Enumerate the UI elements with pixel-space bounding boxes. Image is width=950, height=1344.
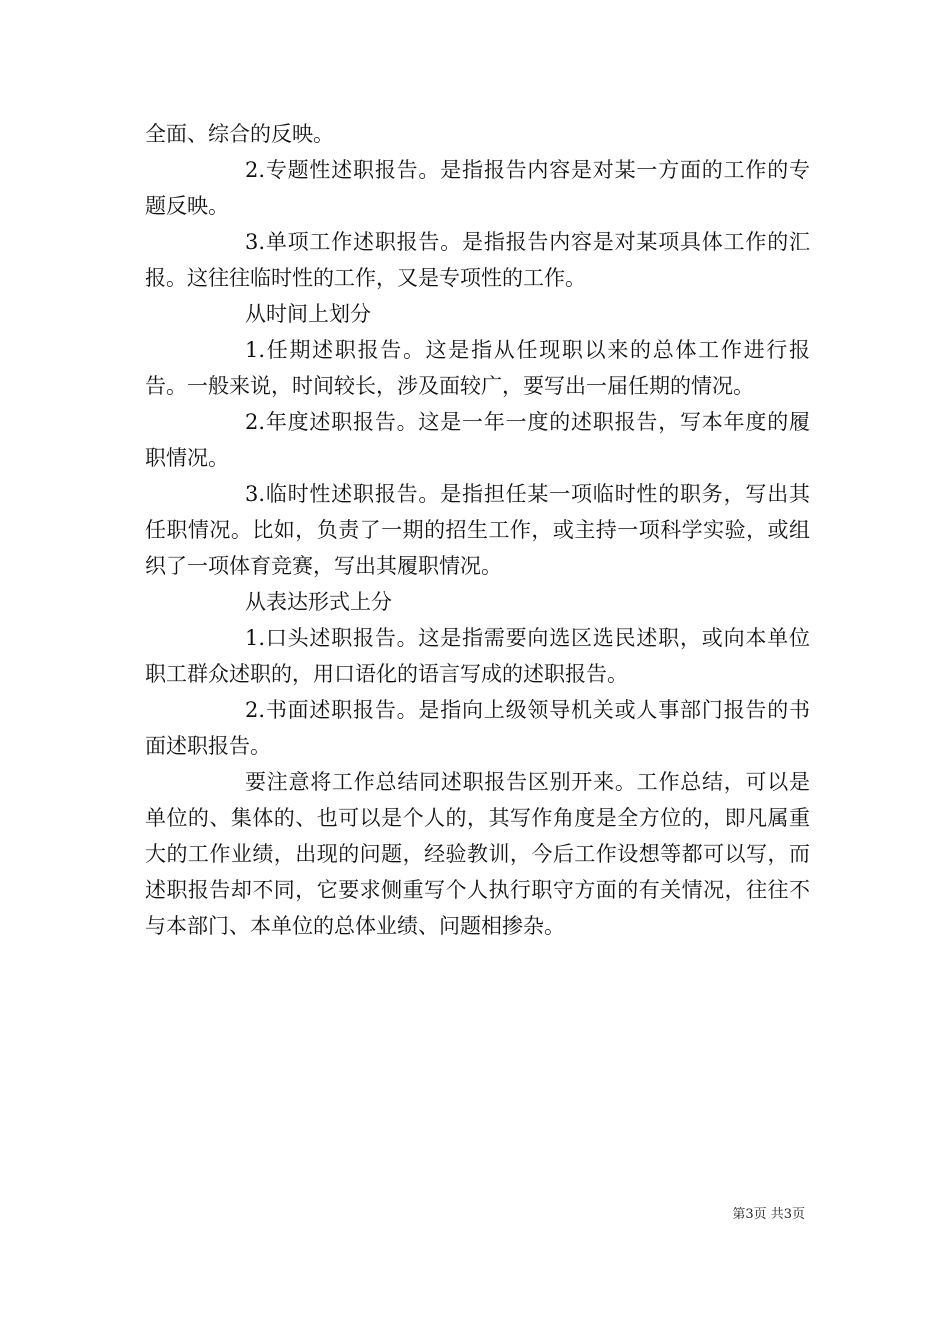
paragraph-2: 2.专题性述职报告。是指报告内容是对某一方面的工作的专题反映。 (145, 158, 810, 218)
paragraph-5: 1.任期述职报告。这是指从任现职以来的总体工作进行报告。一般来说，时间较长，涉及面较广，要写出一届任期的情况。 (145, 338, 810, 398)
paragraph-9: 1.口头述职报告。这是指需要向选区选民述职，或向本单位职工群众述职的，用口语化的语言写成的述职报告。 (145, 626, 810, 686)
document-body (145, 116, 810, 944)
paragraph-11: 要注意将工作总结同述职报告区别开来。工作总结，可以是单位的、集体的、也可以是个人的，其写作角度是全方位的，即凡属重大的工作业绩，出现的问题，经验教训，今后工作设想等都可以写，而述职报告却不同，它要求侧重写个人执行职守方面的有关情况，往往不与本部门、本单位的总体业绩、问题相掺杂。 (145, 770, 810, 938)
section-heading-form: 从表达形式上分 (245, 590, 392, 614)
page-number: 第3页 共3页 (732, 1207, 805, 1222)
paragraph-6: 2.年度述职报告。这是一年一度的述职报告，写本年度的履职情况。 (145, 410, 810, 470)
paragraph-1: 全面、综合的反映。 (145, 122, 334, 146)
paragraph-7: 3.临时性述职报告。是指担任某一项临时性的职务，写出其任职情况。比如，负责了一期的招生工作，或主持一项科学实验，或组织了一项体育竞赛，写出其履职情况。 (145, 482, 810, 578)
paragraph-3: 3.单项工作述职报告。是指报告内容是对某项具体工作的汇报。这往往临时性的工作，又是专项性的工作。 (145, 230, 810, 290)
section-heading-time: 从时间上划分 (245, 302, 371, 326)
paragraph-10: 2.书面述职报告。是指向上级领导机关或人事部门报告的书面述职报告。 (145, 698, 810, 758)
